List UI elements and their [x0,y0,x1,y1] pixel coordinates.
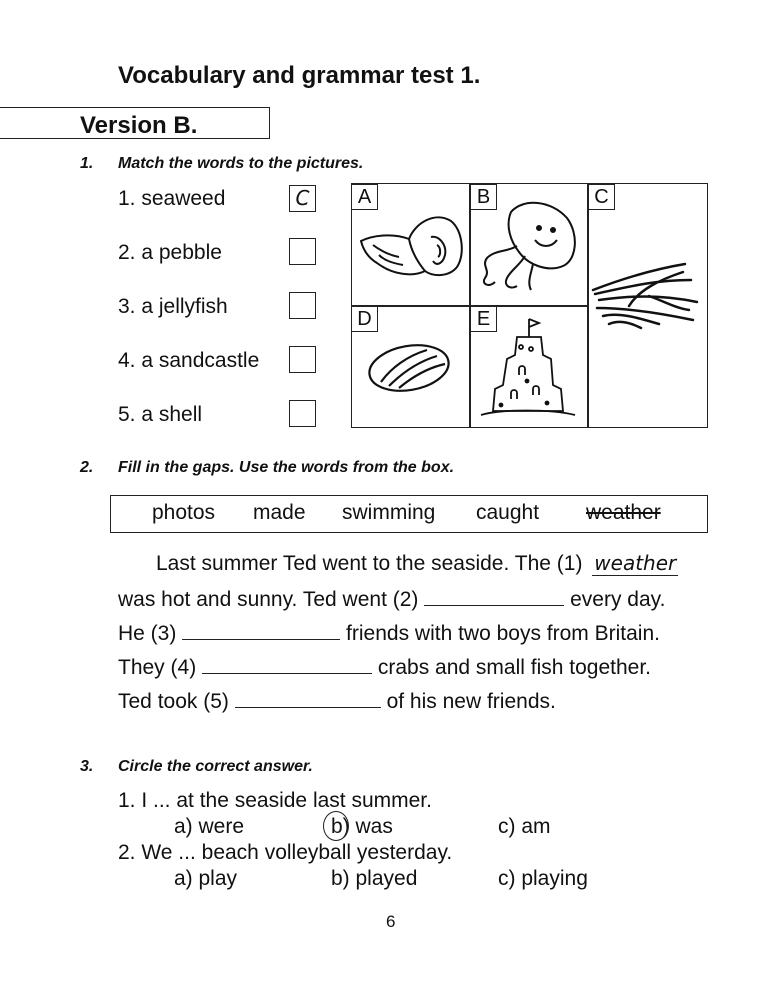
q2-option-a[interactable]: a) play [174,867,238,890]
jellyfish-picture [471,190,585,302]
q2-option-c[interactable]: c) playing [498,867,588,890]
picture-label-d: D [351,306,378,332]
question-1-prompt: 1. I ... at the seaside last summer. [118,789,432,812]
pebble-picture [353,330,467,426]
word-caught: caught [476,501,540,524]
q1-option-a[interactable]: a) were [174,815,245,838]
match-word-4: 4. a sandcastle [118,349,260,372]
word-weather: weather [586,501,661,524]
picture-label-a: A [351,184,378,210]
text-segment: crabs and small fish together. [377,656,652,679]
answer-box-1[interactable]: C [289,185,316,212]
word-swimming: swimming [342,501,436,524]
question-2-prompt: 2. We ... beach volleyball yesterday. [118,841,453,864]
answer-box-3[interactable] [289,292,316,319]
shell-picture [353,205,467,303]
text-segment: He (3) [118,622,177,645]
match-word-3: 3. a jellyfish [118,295,228,318]
text-segment: of his new friends. [386,690,556,713]
sandcastle-picture [471,315,585,425]
text-segment: They (4) [118,656,197,679]
q1-option-c[interactable]: c) am [498,815,551,838]
answer-box-4[interactable] [289,346,316,373]
task3-instruction: Circle the correct answer. [118,758,313,775]
answer-circle [323,811,349,841]
task2-instruction: Fill in the gaps. Use the words from the box. [118,459,455,476]
word-photos: photos [152,501,216,524]
seaweed-picture [589,250,707,350]
page-number: 6 [386,912,396,931]
text-line-5 [118,689,556,714]
match-word-1: 1. seaweed [118,187,226,210]
page-title: Vocabulary and grammar test 1. [118,62,481,89]
gap-5[interactable] [235,689,381,708]
text-line-1 [156,551,678,576]
gap-1-answer[interactable]: weather [594,551,677,575]
q1-option-b[interactable]: b) was [331,815,393,838]
text-segment: Last summer Ted went to the seaside. The (1) [156,552,583,575]
gap-4[interactable] [202,655,372,674]
text-segment: was hot and sunny. Ted went (2) [118,588,419,611]
task2-number: 2. [80,459,94,476]
text-segment: Ted took (5) [118,690,229,713]
answer-box-2[interactable] [289,238,316,265]
gap-2[interactable] [424,587,564,606]
task1-instruction: Match the words to the pictures. [118,155,364,172]
word-made: made [253,501,306,524]
version-label: Version B. [80,112,198,139]
text-segment: friends with two boys from Britain. [346,622,660,645]
picture-label-e: E [470,306,497,332]
text-segment: every day. [570,588,666,611]
picture-label-b: B [470,184,497,210]
match-word-5: 5. a shell [118,403,203,426]
q2-option-b[interactable]: b) played [331,867,418,890]
task1-number: 1. [80,155,94,172]
text-line-4 [118,655,651,680]
gap-3[interactable] [182,621,340,640]
text-line-3 [118,621,660,646]
task3-number: 3. [80,758,94,775]
text-line-2 [118,587,665,612]
picture-label-c: C [588,184,615,210]
answer-box-5[interactable] [289,400,316,427]
match-word-2: 2. a pebble [118,241,222,264]
